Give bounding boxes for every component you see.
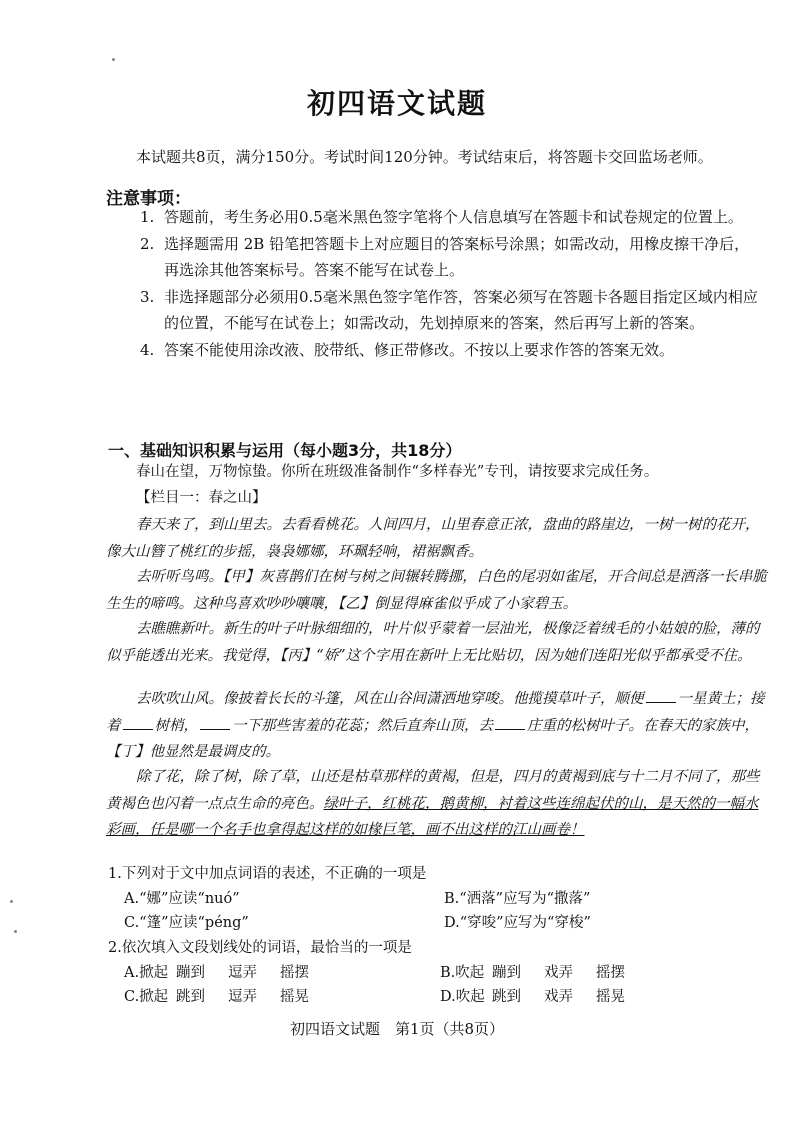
section-heading: 一、基础知识积累与运用（每小题3分，共18分）	[108, 441, 462, 460]
option-word: 摇摆	[596, 965, 625, 981]
underlined-sentence: 绿叶子，红桃花，鹅黄柳，衬着这些连绵起伏的山，是天然的一幅水彩画，任是哪一个名手也拿得起这样的如椽巨笔，画不出这样的江山画卷！	[106, 795, 759, 838]
question-1-option-b: B.“洒落”应写为“撒落”	[444, 891, 591, 907]
fill-blank-3	[200, 717, 230, 730]
option-word: D.吹起	[440, 989, 485, 1005]
passage-paragraph-birds: 去听听鸟鸣。【甲】灰喜鹊们在树与树之间辗转腾挪，白色的尾羽如雀尾，开合间总是洒落一长串脆生生的啼鸣。这种鸟喜欢吵吵嚷嚷，【乙】倒显得麻雀似乎成了小家碧玉。	[106, 569, 767, 612]
page-footer: 初四语文试题 第1页（共8页）	[289, 1020, 505, 1038]
wind-text-1: 去吹吹山风。像披着长长的斗篷，风在山谷间潇洒地穿唆。他揽摸草叶子，顺便	[136, 691, 644, 707]
exam-intro: 本试题共8页，满分150分。考试时间120分钟。考试结束后，将答题卡交回监场老师。	[136, 148, 713, 166]
question-2-stem: 2.依次填入文段划线处的词语，最恰当的一项是	[108, 940, 412, 956]
mountain-text: 除了花，除了树，除了草，山还是枯草那样的黄褐，但是，四月的黄褐到底与十二月不同了，那些黄褐色也闪着一点点生命的亮色。	[106, 769, 760, 812]
notice-item-number: 4.	[140, 340, 155, 359]
option-word: 逗弄	[228, 989, 257, 1005]
notice-item	[140, 231, 760, 284]
scan-speck	[112, 58, 115, 61]
notice-item-number: 1.	[140, 208, 155, 226]
section-lead: 春山在望，万物惊蛰。你所在班级准备制作“多样春光”专刊，请按要求完成任务。	[136, 464, 659, 480]
fill-blank-4	[495, 717, 525, 730]
question-2-option-a	[124, 961, 332, 982]
passage-paragraph-leaves: 去瞧瞧新叶。新生的叶子叶脉细细的，叶片似乎蒙着一层油光，极像泛着绒毛的小姑娘的脸，薄的似乎能透出光来。我觉得，【丙】“娇”这个字用在新叶上无比贴切，因为她们连阳光似乎都承受不住。	[106, 621, 760, 664]
option-word: 摇摆	[280, 965, 309, 981]
question-2-option-c	[124, 985, 332, 1006]
wind-text-5: 庄重的松树叶子。在春天的家族中，【丁】他显然是最调皮的。	[106, 717, 759, 760]
option-word: 蹦到	[176, 965, 205, 981]
option-word: 跳到	[176, 989, 205, 1005]
scan-speck	[14, 930, 17, 933]
option-word: 蹦到	[492, 965, 521, 981]
notice-item-text: 选择题需用 2B 铅笔把答题卡上对应题目的答案标号涂黑；如需改动，用橡皮擦干净后，再选涂其他答案标号。答案不能写在试卷上。	[164, 234, 750, 279]
option-word: 跳到	[492, 989, 521, 1005]
notice-heading: 注意事项：	[106, 189, 191, 209]
passage-paragraph-wind	[106, 686, 770, 766]
fill-blank-1	[646, 690, 676, 703]
question-2-option-d	[440, 985, 648, 1006]
question-1-option-a: A.“娜”应读“nuó”	[124, 891, 240, 907]
question-1-option-d: D.“穿唆”应写为“穿梭”	[444, 915, 591, 931]
scan-speck	[10, 900, 13, 903]
option-word: 逗弄	[228, 965, 257, 981]
notice-item-number: 3.	[140, 287, 155, 306]
option-word: 戏弄	[544, 989, 573, 1005]
passage-paragraph-flowers: 春天来了，到山里去。去看看桃花。人间四月，山里春意正浓，盘曲的路崖边，一树一树的花开，像大山簪了桃红的步摇，袅袅娜娜，环珮轻响，裙裾飘香。	[106, 517, 760, 560]
passage-paragraph-mountain	[106, 764, 770, 844]
notice-item	[140, 337, 760, 364]
page-title: 初四语文试题	[306, 87, 487, 120]
option-word: B.吹起	[440, 965, 485, 981]
notice-item-text: 答题前，考生务必用0.5毫米黑色签字笔将个人信息填写在答题卡和试卷规定的位置上。	[164, 208, 743, 226]
notice-item-text: 非选择题部分必须用0.5毫米黑色签字笔作答，答案必须写在答题卡各题目指定区域内相应的位置，不能写在试卷上；如需改动，先划掉原来的答案，然后再写上新的答案。	[164, 287, 758, 332]
notice-item-number: 2.	[140, 234, 155, 253]
question-2-option-b	[440, 961, 648, 982]
wind-text-2: 一星黄土；接着	[106, 691, 765, 734]
option-word: A.掀起	[124, 965, 169, 981]
notice-item	[140, 284, 760, 337]
fill-blank-2	[123, 717, 153, 730]
option-word: 摇晃	[596, 989, 625, 1005]
notice-list	[140, 204, 760, 363]
column-label: 【栏目一：春之山】	[136, 490, 267, 506]
option-word: 摇晃	[280, 989, 309, 1005]
notice-item	[140, 204, 760, 231]
question-1-stem: 1.下列对于文中加点词语的表述，不正确的一项是	[108, 866, 427, 882]
notice-item-text: 答案不能使用涂改液、胶带纸、修正带修改。不按以上要求作答的答案无效。	[164, 340, 675, 359]
wind-text-4: 一下那些害羞的花蕊；然后直奔山顶，去	[232, 717, 493, 734]
option-word: 戏弄	[544, 965, 573, 981]
option-word: C.掀起	[124, 989, 169, 1005]
wind-text-3: 树梢，	[154, 717, 198, 734]
question-1-option-c: C.“篷”应读“péng”	[124, 915, 249, 931]
